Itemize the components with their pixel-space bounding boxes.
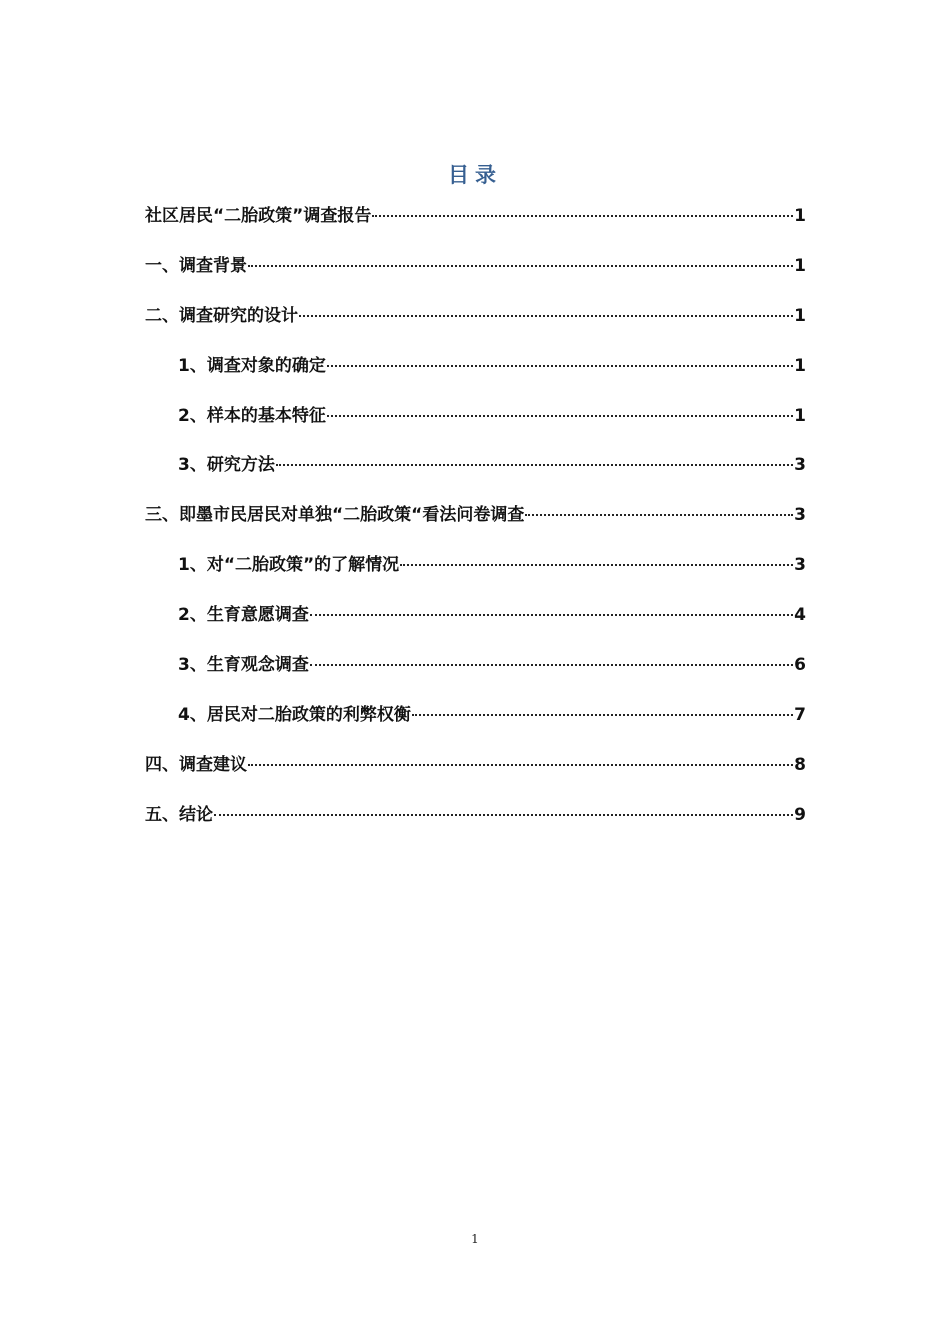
toc-entry-page: 1 (794, 405, 806, 426)
toc-dot-leader (310, 664, 793, 666)
toc-entry-page: 1 (794, 206, 806, 226)
toc-dot-leader (248, 265, 793, 267)
toc-entry-text: 4、居民对二胎政策的利弊权衡 (178, 704, 411, 725)
toc-dot-leader (525, 514, 793, 516)
toc-entry-page: 7 (794, 704, 806, 725)
toc-entry[interactable] (145, 599, 806, 649)
toc-entry[interactable] (145, 400, 806, 450)
toc-entry[interactable] (145, 300, 806, 350)
toc-entry[interactable] (145, 699, 806, 749)
toc-entry-text: 一、调查背景 (145, 255, 247, 276)
toc-dot-leader (327, 415, 793, 417)
toc-entry[interactable] (145, 799, 806, 849)
toc-dot-leader (214, 814, 793, 816)
toc-entry-page: 1 (794, 305, 806, 326)
toc-entry-page: 1 (794, 355, 806, 376)
toc-entry[interactable] (145, 250, 806, 300)
toc-entry[interactable] (145, 749, 806, 799)
toc-entry-page: 3 (794, 455, 806, 476)
toc-entry-page: 9 (794, 804, 806, 825)
toc-dot-leader (372, 215, 793, 217)
toc-entry-page: 8 (794, 754, 806, 775)
toc-entry-page: 3 (794, 555, 806, 576)
toc-dot-leader (310, 614, 793, 616)
toc-entry-page: 3 (794, 505, 806, 526)
toc-dot-leader (400, 564, 793, 566)
page-number: 1 (471, 1232, 479, 1246)
toc-dot-leader (276, 464, 793, 466)
toc-entry-text: 3、生育观念调查 (178, 655, 309, 676)
toc-entry[interactable] (145, 499, 806, 549)
toc-entry[interactable] (145, 549, 806, 599)
toc-dot-leader (327, 365, 793, 367)
toc-dot-leader (412, 714, 793, 716)
toc-entry-page: 1 (794, 255, 806, 276)
toc-entry-text: 1、调查对象的确定 (178, 355, 326, 376)
toc-entry-text: 2、生育意愿调查 (178, 605, 309, 626)
toc-entry-text: 3、研究方法 (178, 455, 275, 476)
toc-entry-page: 4 (794, 605, 806, 626)
table-of-contents (145, 200, 806, 849)
toc-entry[interactable] (145, 649, 806, 699)
toc-entry-text: 2、样本的基本特征 (178, 405, 326, 426)
toc-entry-text: 三、即墨市民居民对单独“二胎政策“看法问卷调查 (145, 505, 525, 526)
toc-entry-page: 6 (794, 655, 806, 676)
toc-dot-leader (248, 764, 793, 766)
toc-entry-text: 1、对“二胎政策”的了解情况 (178, 555, 400, 576)
toc-entry[interactable] (145, 200, 806, 250)
toc-entry[interactable] (145, 449, 806, 499)
toc-entry[interactable] (145, 350, 806, 400)
toc-entry-text: 社区居民“二胎政策”调查报告 (145, 206, 372, 226)
toc-entry-text: 五、结论 (145, 804, 213, 825)
toc-dot-leader (299, 315, 793, 317)
toc-entry-text: 四、调查建议 (145, 754, 247, 775)
toc-entry-text: 二、调查研究的设计 (145, 305, 298, 326)
toc-title: 目录 (448, 162, 502, 187)
